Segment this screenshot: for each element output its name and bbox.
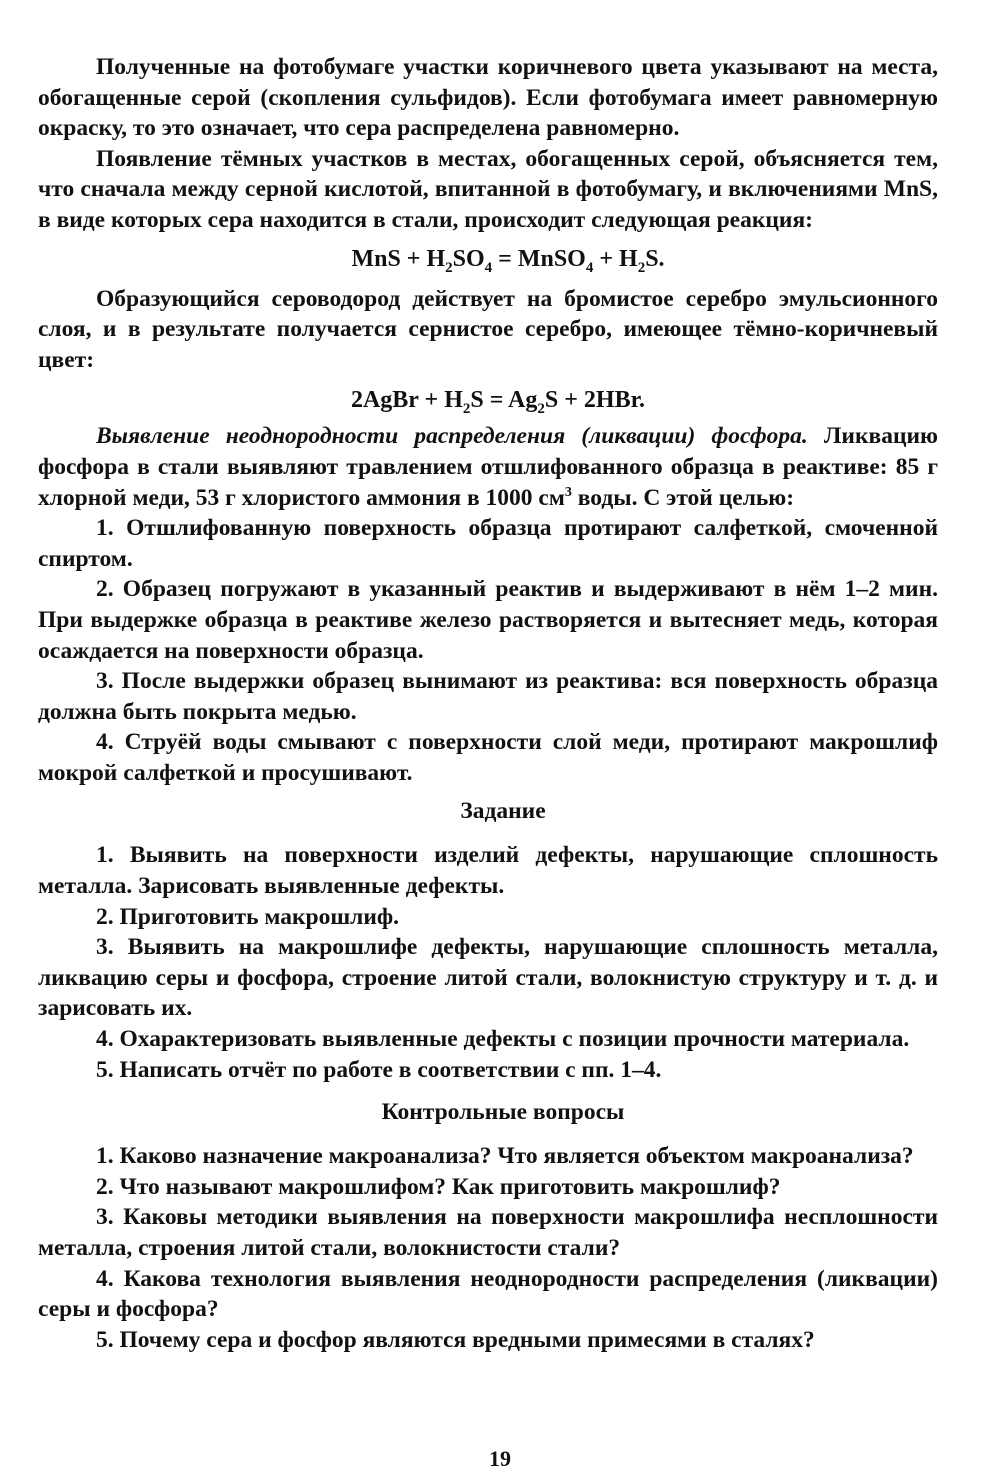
paragraph-dark-areas: Появление тёмных участков в местах, обогащенных серой, объясняется тем, что сначала между серной кислотой, впитанной в фотобумагу, и включениями MnS, в виде которых сера находится в стали, происходит следующая реакция: — [38, 145, 938, 233]
step-item: 3. После выдержки образец вынимают из реактива: вся поверхность образца должна быть покрыта медью. — [38, 668, 938, 725]
task-heading: Задание — [460, 798, 546, 825]
page-number: 19 — [489, 1446, 511, 1471]
task-item: 4. Охарактеризовать выявленные дефекты с позиции прочности материала. — [96, 1026, 910, 1053]
task-item: 5. Написать отчёт по работе в соответствии с пп. 1–4. — [96, 1056, 662, 1083]
page-content — [38, 52, 938, 1355]
question-item: 5. Почему сера и фосфор являются вредными примесями в сталях? — [96, 1326, 815, 1353]
step-item: 1. Отшлифованную поверхность образца протирают салфеткой, смоченной спиртом. — [38, 515, 938, 572]
paragraph-phosphorus-liquation: Выявление неоднородности распределения (ликвации) фосфора. Ликвацию фосфора в стали выявляют травлением отшлифованного образца в реактиве: 85 г хлорной меди, 53 г хлористого аммония в 1000 $см^3$ воды. С этой целью: — [38, 423, 938, 511]
question-item: 3. Каковы методики выявления на поверхности макрошлифа несплошности металла, строения литой стали, волокнистости стали? — [38, 1204, 938, 1261]
paragraph-hydrogen-sulfide: Образующийся сероводород действует на бромистое серебро эмульсионного слоя, и в результате получается сернистое серебро, имеющее тёмно-коричневый цвет: — [38, 285, 938, 373]
task-item: 3. Выявить на макрошлифе дефекты, нарушающие сплошность металла, ликвацию серы и фосфора, строение литой стали, волокнистую структуру и т. д. и зарисовать их. — [38, 934, 938, 1022]
step-item: 2. Образец погружают в указанный реактив и выдерживают в нём 1–2 мин. При выдержке образца в реактиве железо растворяется и вытесняет медь, которая осаждается на поверхности образца. — [38, 576, 938, 664]
reaction-formula-agbr: 2AgBr + $H_2S = Ag_2S + 2HBr$. — [350, 387, 646, 418]
paragraph-photo-paper: Полученные на фотобумаге участки коричневого цвета указывают на места, обогащенные серой (скопления сульфидов). Если фотобумага имеет равномерную окраску, то это означает, что сера распределена равномерно. — [38, 54, 938, 142]
question-item: 4. Какова технология выявления неоднородности распределения (ликвации) серы и фосфора? — [38, 1265, 938, 1323]
question-item: 2. Что называют макрошлифом? Как приготовить макрошлиф? — [96, 1173, 781, 1200]
phosphorus-section-title: Выявление неоднородности распределения (ликвации) фосфора. — [96, 423, 808, 450]
step-item: 4. Струёй воды смывают с поверхности слой меди, протирают макрошлиф мокрой салфеткой и просушивают. — [38, 729, 938, 786]
reaction-formula-mns: MnS + $H_2SO_4$ = MnSO$_4$ + $H_2S$. — [351, 245, 665, 276]
question-item: 1. Каково назначение макроанализа? Что является объектом макроанализа? — [96, 1143, 914, 1170]
task-item: 2. Приготовить макрошлиф. — [96, 903, 400, 930]
questions-heading: Контрольные вопросы — [381, 1099, 625, 1126]
task-item: 1. Выявить на поверхности изделий дефекты, нарушающие сплошность металла. Зарисовать выявленные дефекты. — [38, 842, 938, 900]
